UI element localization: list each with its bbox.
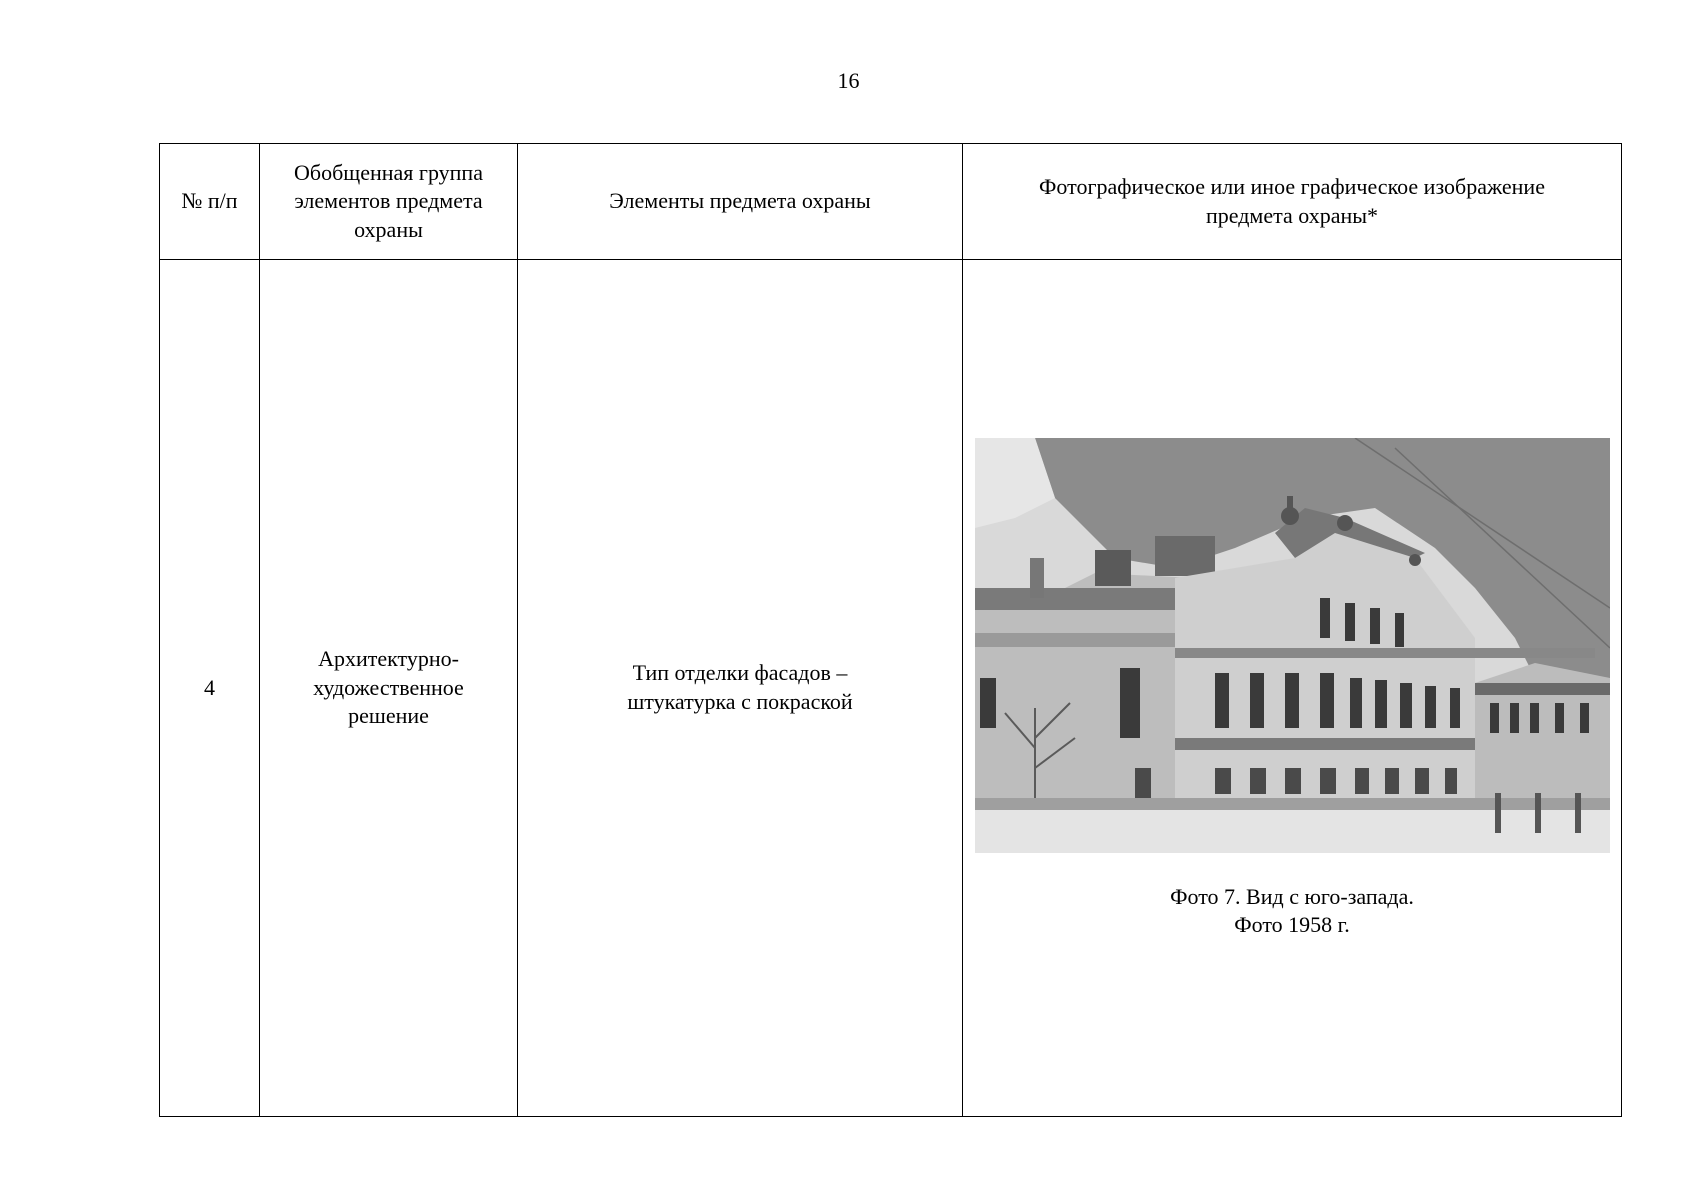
header-group: Обобщенная группа элементов предмета охраны: [260, 144, 518, 260]
cell-group: Архитектурно-художественное решение: [260, 260, 518, 1117]
photo-caption-line-2: Фото 1958 г.: [1234, 911, 1350, 937]
photo-block: [975, 438, 1610, 938]
cell-element: Тип отделки фасадов – штукатурка с покраской: [518, 260, 963, 1117]
building-photo: [975, 438, 1610, 853]
photo-caption: [975, 883, 1610, 938]
cell-photo: [963, 260, 1622, 1117]
header-image: Фотографическое или иное графическое изображение предмета охраны*: [963, 144, 1622, 260]
header-number: № п/п: [160, 144, 260, 260]
cell-number: 4: [160, 260, 260, 1117]
table-header-row: [160, 144, 1622, 260]
page-number: 16: [837, 68, 860, 93]
photo-caption-line-1: Фото 7. Вид с юго-запада.: [1170, 884, 1414, 909]
header-elements: Элементы предмета охраны: [518, 144, 963, 260]
table-row: [160, 260, 1622, 1117]
protection-table: [159, 143, 1622, 1117]
